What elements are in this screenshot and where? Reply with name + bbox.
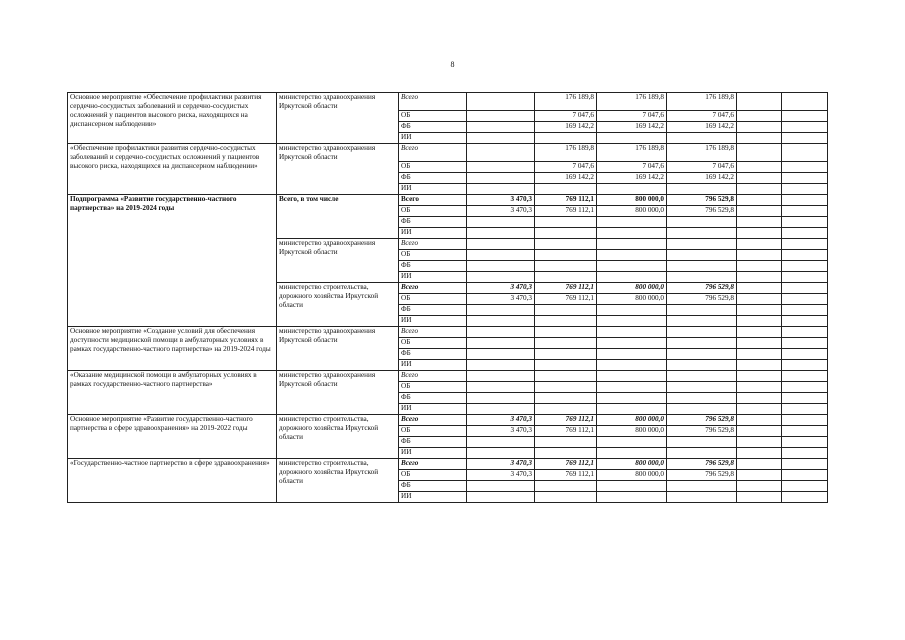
funding-source-cell: ОБ: [399, 382, 467, 393]
value-cell: [667, 305, 737, 316]
value-cell: [737, 206, 782, 217]
value-cell: [782, 250, 828, 261]
value-cell: 176 189,8: [667, 144, 737, 162]
value-cell: [782, 261, 828, 272]
funding-source-cell: ФБ: [399, 122, 467, 133]
value-cell: [597, 393, 667, 404]
value-cell: [597, 250, 667, 261]
value-cell: 800 000,0: [597, 426, 667, 437]
activity-description: «Обеспечение профилактики развития сердечно-сосудистых заболеваний и сердечно-сосудистых осложнений у пациентов высокого риска, находящихся на диспансерном наблюдении»: [68, 144, 277, 195]
funding-source-cell: ИИ: [399, 184, 467, 195]
value-cell: [782, 294, 828, 305]
value-cell: 7 047,6: [667, 111, 737, 122]
value-cell: [597, 316, 667, 327]
value-cell: [782, 144, 828, 162]
activity-description: Основное мероприятие «Обеспечение профилактики развития сердечно-сосудистых заболеваний и сердечно-сосудистых осложнений у пациентов высокого риска, находящихся на диспансерном наблюдении»: [68, 93, 277, 144]
value-cell: [667, 448, 737, 459]
value-cell: [737, 133, 782, 144]
funding-source-cell: ОБ: [399, 470, 467, 481]
funding-source-cell: Всего: [399, 93, 467, 111]
value-cell: [667, 404, 737, 415]
value-cell: [667, 217, 737, 228]
value-cell: [597, 437, 667, 448]
value-cell: 169 142,2: [597, 173, 667, 184]
funding-source-cell: Всего: [399, 371, 467, 382]
funding-source-cell: ОБ: [399, 426, 467, 437]
value-cell: [535, 272, 597, 283]
value-cell: [782, 173, 828, 184]
table-row: [68, 93, 828, 111]
value-cell: 7 047,6: [597, 111, 667, 122]
value-cell: 3 470,3: [467, 283, 535, 294]
value-cell: 769 112,1: [535, 470, 597, 481]
executor-cell: министерство строительства, дорожного хозяйства Иркутской области: [277, 283, 399, 327]
value-cell: [597, 338, 667, 349]
value-cell: [467, 382, 535, 393]
value-cell: [737, 426, 782, 437]
funding-source-cell: ИИ: [399, 360, 467, 371]
funding-source-cell: Всего: [399, 283, 467, 294]
table-row: [68, 327, 828, 338]
value-cell: [667, 382, 737, 393]
value-cell: 7 047,6: [667, 162, 737, 173]
value-cell: [737, 111, 782, 122]
value-cell: [667, 360, 737, 371]
value-cell: 796 529,8: [667, 294, 737, 305]
value-cell: 769 112,1: [535, 206, 597, 217]
value-cell: [667, 437, 737, 448]
activity-description: Основное мероприятие «Создание условий для обеспечения доступности медицинской помощи в амбулаторных условиях в рамках государственно-частного партнерства» на 2019-2024 годы: [68, 327, 277, 371]
activity-description: «Оказание медицинской помощи в амбулаторных условиях в рамках государственно-частного партнерства»: [68, 371, 277, 415]
value-cell: [737, 470, 782, 481]
value-cell: [667, 228, 737, 239]
value-cell: 3 470,3: [467, 426, 535, 437]
value-cell: [597, 305, 667, 316]
value-cell: [535, 261, 597, 272]
funding-source-cell: ФБ: [399, 305, 467, 316]
funding-source-cell: ОБ: [399, 250, 467, 261]
value-cell: [782, 162, 828, 173]
value-cell: [535, 184, 597, 195]
executor-cell: министерство здравоохранения Иркутской области: [277, 327, 399, 371]
value-cell: [782, 437, 828, 448]
value-cell: [782, 133, 828, 144]
value-cell: 3 470,3: [467, 415, 535, 426]
value-cell: [737, 338, 782, 349]
value-cell: [467, 133, 535, 144]
value-cell: 3 470,3: [467, 195, 535, 206]
value-cell: [782, 184, 828, 195]
funding-source-cell: Всего: [399, 239, 467, 250]
value-cell: [467, 272, 535, 283]
value-cell: [467, 122, 535, 133]
funding-source-cell: Всего: [399, 195, 467, 206]
value-cell: [467, 305, 535, 316]
value-cell: [597, 327, 667, 338]
executor-cell: Всего, в том числе: [277, 195, 399, 239]
executor-cell: министерство здравоохранения Иркутской области: [277, 144, 399, 195]
value-cell: [782, 371, 828, 382]
value-cell: [597, 261, 667, 272]
funding-source-cell: ОБ: [399, 338, 467, 349]
value-cell: 176 189,8: [667, 93, 737, 111]
value-cell: [597, 360, 667, 371]
value-cell: [737, 492, 782, 503]
value-cell: [535, 492, 597, 503]
value-cell: [467, 93, 535, 111]
funding-source-cell: ФБ: [399, 349, 467, 360]
value-cell: 3 470,3: [467, 459, 535, 470]
value-cell: [535, 371, 597, 382]
value-cell: [667, 184, 737, 195]
value-cell: [782, 122, 828, 133]
value-cell: [782, 206, 828, 217]
value-cell: [535, 338, 597, 349]
activity-description: Подпрограмма «Развитие государственно-частного партнерства» на 2019-2024 годы: [68, 195, 277, 327]
value-cell: [667, 272, 737, 283]
value-cell: 169 142,2: [667, 173, 737, 184]
funding-source-cell: ФБ: [399, 217, 467, 228]
value-cell: 769 112,1: [535, 195, 597, 206]
funding-source-cell: ОБ: [399, 111, 467, 122]
value-cell: [467, 404, 535, 415]
funding-source-cell: ФБ: [399, 173, 467, 184]
value-cell: [535, 217, 597, 228]
value-cell: 796 529,8: [667, 206, 737, 217]
value-cell: [667, 492, 737, 503]
value-cell: [467, 327, 535, 338]
value-cell: [737, 316, 782, 327]
value-cell: [535, 327, 597, 338]
value-cell: [535, 133, 597, 144]
value-cell: [467, 492, 535, 503]
executor-cell: министерство строительства, дорожного хозяйства Иркутской области: [277, 415, 399, 459]
funding-source-cell: Всего: [399, 327, 467, 338]
executor-cell: министерство строительства, дорожного хозяйства Иркутской области: [277, 459, 399, 503]
funding-source-cell: Всего: [399, 144, 467, 162]
value-cell: 769 112,1: [535, 415, 597, 426]
funding-source-cell: ИИ: [399, 448, 467, 459]
value-cell: [737, 305, 782, 316]
value-cell: 800 000,0: [597, 206, 667, 217]
value-cell: [667, 393, 737, 404]
value-cell: [667, 349, 737, 360]
value-cell: 7 047,6: [535, 111, 597, 122]
value-cell: [535, 404, 597, 415]
value-cell: [467, 316, 535, 327]
value-cell: [597, 239, 667, 250]
value-cell: [597, 404, 667, 415]
value-cell: [597, 217, 667, 228]
value-cell: 800 000,0: [597, 415, 667, 426]
value-cell: [782, 239, 828, 250]
value-cell: 169 142,2: [667, 122, 737, 133]
value-cell: [782, 492, 828, 503]
value-cell: [597, 184, 667, 195]
funding-source-cell: ОБ: [399, 162, 467, 173]
value-cell: [467, 184, 535, 195]
value-cell: [737, 349, 782, 360]
value-cell: 800 000,0: [597, 195, 667, 206]
funding-source-cell: ИИ: [399, 228, 467, 239]
value-cell: [535, 305, 597, 316]
value-cell: [467, 217, 535, 228]
value-cell: [737, 173, 782, 184]
executor-cell: министерство здравоохранения Иркутской области: [277, 371, 399, 415]
value-cell: [597, 481, 667, 492]
value-cell: [782, 393, 828, 404]
value-cell: [782, 272, 828, 283]
value-cell: [667, 250, 737, 261]
value-cell: [535, 360, 597, 371]
value-cell: [737, 283, 782, 294]
value-cell: 769 112,1: [535, 459, 597, 470]
value-cell: [535, 393, 597, 404]
funding-source-cell: ОБ: [399, 294, 467, 305]
value-cell: [737, 415, 782, 426]
value-cell: [535, 239, 597, 250]
value-cell: 796 529,8: [667, 195, 737, 206]
activity-description: Основное мероприятие «Развитие государственно-частного партнерства в сфере здравоохранения» на 2019-2022 годы: [68, 415, 277, 459]
value-cell: 796 529,8: [667, 415, 737, 426]
value-cell: [737, 393, 782, 404]
value-cell: [737, 371, 782, 382]
value-cell: [597, 228, 667, 239]
value-cell: [667, 261, 737, 272]
value-cell: [467, 437, 535, 448]
funding-source-cell: ФБ: [399, 393, 467, 404]
value-cell: [467, 173, 535, 184]
value-cell: [535, 382, 597, 393]
value-cell: [467, 250, 535, 261]
value-cell: [467, 360, 535, 371]
value-cell: [782, 349, 828, 360]
value-cell: 800 000,0: [597, 470, 667, 481]
value-cell: [737, 217, 782, 228]
value-cell: [737, 327, 782, 338]
value-cell: 796 529,8: [667, 283, 737, 294]
value-cell: 169 142,2: [535, 173, 597, 184]
value-cell: [667, 338, 737, 349]
value-cell: 796 529,8: [667, 470, 737, 481]
value-cell: [467, 162, 535, 173]
funding-source-cell: Всего: [399, 415, 467, 426]
page-number: 8: [450, 60, 455, 69]
value-cell: [535, 448, 597, 459]
value-cell: 3 470,3: [467, 206, 535, 217]
value-cell: [667, 316, 737, 327]
value-cell: [597, 371, 667, 382]
value-cell: [737, 404, 782, 415]
value-cell: [782, 415, 828, 426]
executor-cell: министерство здравоохранения Иркутской области: [277, 239, 399, 283]
funding-source-cell: ИИ: [399, 492, 467, 503]
value-cell: [467, 144, 535, 162]
value-cell: [467, 239, 535, 250]
value-cell: [737, 162, 782, 173]
value-cell: [737, 184, 782, 195]
value-cell: [782, 426, 828, 437]
value-cell: [737, 228, 782, 239]
value-cell: [737, 360, 782, 371]
value-cell: [782, 111, 828, 122]
value-cell: [782, 217, 828, 228]
value-cell: [737, 437, 782, 448]
value-cell: [782, 93, 828, 111]
value-cell: [737, 261, 782, 272]
value-cell: [737, 481, 782, 492]
value-cell: [597, 448, 667, 459]
value-cell: 176 189,8: [597, 93, 667, 111]
value-cell: [467, 338, 535, 349]
value-cell: [535, 316, 597, 327]
value-cell: [782, 228, 828, 239]
value-cell: [782, 470, 828, 481]
table-body: [68, 93, 828, 503]
funding-source-cell: ФБ: [399, 481, 467, 492]
value-cell: [737, 250, 782, 261]
value-cell: [782, 481, 828, 492]
value-cell: [782, 360, 828, 371]
table-row: [68, 459, 828, 470]
value-cell: [782, 316, 828, 327]
value-cell: 7 047,6: [597, 162, 667, 173]
value-cell: [782, 382, 828, 393]
funding-source-cell: ОБ: [399, 206, 467, 217]
value-cell: 7 047,6: [535, 162, 597, 173]
value-cell: 796 529,8: [667, 426, 737, 437]
value-cell: [535, 250, 597, 261]
table-row: [68, 371, 828, 382]
value-cell: [667, 371, 737, 382]
value-cell: [667, 327, 737, 338]
funding-source-cell: ИИ: [399, 404, 467, 415]
funding-source-cell: ИИ: [399, 133, 467, 144]
funding-source-cell: ФБ: [399, 437, 467, 448]
value-cell: [597, 492, 667, 503]
funding-source-cell: ФБ: [399, 261, 467, 272]
value-cell: [782, 305, 828, 316]
value-cell: [782, 338, 828, 349]
value-cell: [737, 448, 782, 459]
value-cell: 3 470,3: [467, 470, 535, 481]
value-cell: 800 000,0: [597, 294, 667, 305]
value-cell: [597, 382, 667, 393]
value-cell: [467, 228, 535, 239]
funding-source-cell: Всего: [399, 459, 467, 470]
value-cell: 176 189,8: [597, 144, 667, 162]
funding-source-cell: ИИ: [399, 272, 467, 283]
value-cell: [737, 294, 782, 305]
executor-cell: министерство здравоохранения Иркутской области: [277, 93, 399, 144]
value-cell: [467, 349, 535, 360]
value-cell: [782, 459, 828, 470]
value-cell: 176 189,8: [535, 93, 597, 111]
value-cell: [597, 133, 667, 144]
value-cell: [737, 382, 782, 393]
value-cell: 769 112,1: [535, 294, 597, 305]
value-cell: 769 112,1: [535, 283, 597, 294]
value-cell: [467, 371, 535, 382]
value-cell: [782, 195, 828, 206]
value-cell: 800 000,0: [597, 283, 667, 294]
value-cell: [535, 437, 597, 448]
value-cell: [782, 404, 828, 415]
value-cell: [467, 393, 535, 404]
funding-source-cell: ИИ: [399, 316, 467, 327]
value-cell: [737, 122, 782, 133]
value-cell: [737, 195, 782, 206]
activity-description: «Государственно-частное партнерство в сфере здравоохранения»: [68, 459, 277, 503]
value-cell: [467, 481, 535, 492]
value-cell: [535, 481, 597, 492]
value-cell: [667, 481, 737, 492]
value-cell: 800 000,0: [597, 459, 667, 470]
value-cell: 796 529,8: [667, 459, 737, 470]
budget-table: [67, 92, 828, 503]
value-cell: [782, 448, 828, 459]
value-cell: [737, 272, 782, 283]
value-cell: [467, 111, 535, 122]
value-cell: [737, 144, 782, 162]
value-cell: 169 142,2: [597, 122, 667, 133]
value-cell: [737, 239, 782, 250]
value-cell: [467, 448, 535, 459]
value-cell: [597, 272, 667, 283]
value-cell: [535, 228, 597, 239]
table-row: [68, 415, 828, 426]
value-cell: [782, 327, 828, 338]
value-cell: 3 470,3: [467, 294, 535, 305]
value-cell: [667, 239, 737, 250]
value-cell: [737, 459, 782, 470]
value-cell: 176 189,8: [535, 144, 597, 162]
value-cell: [782, 283, 828, 294]
value-cell: [667, 133, 737, 144]
value-cell: [467, 261, 535, 272]
table-row: [68, 195, 828, 206]
value-cell: 769 112,1: [535, 426, 597, 437]
table-row: [68, 144, 828, 162]
value-cell: [597, 349, 667, 360]
value-cell: 169 142,2: [535, 122, 597, 133]
value-cell: [737, 93, 782, 111]
value-cell: [535, 349, 597, 360]
